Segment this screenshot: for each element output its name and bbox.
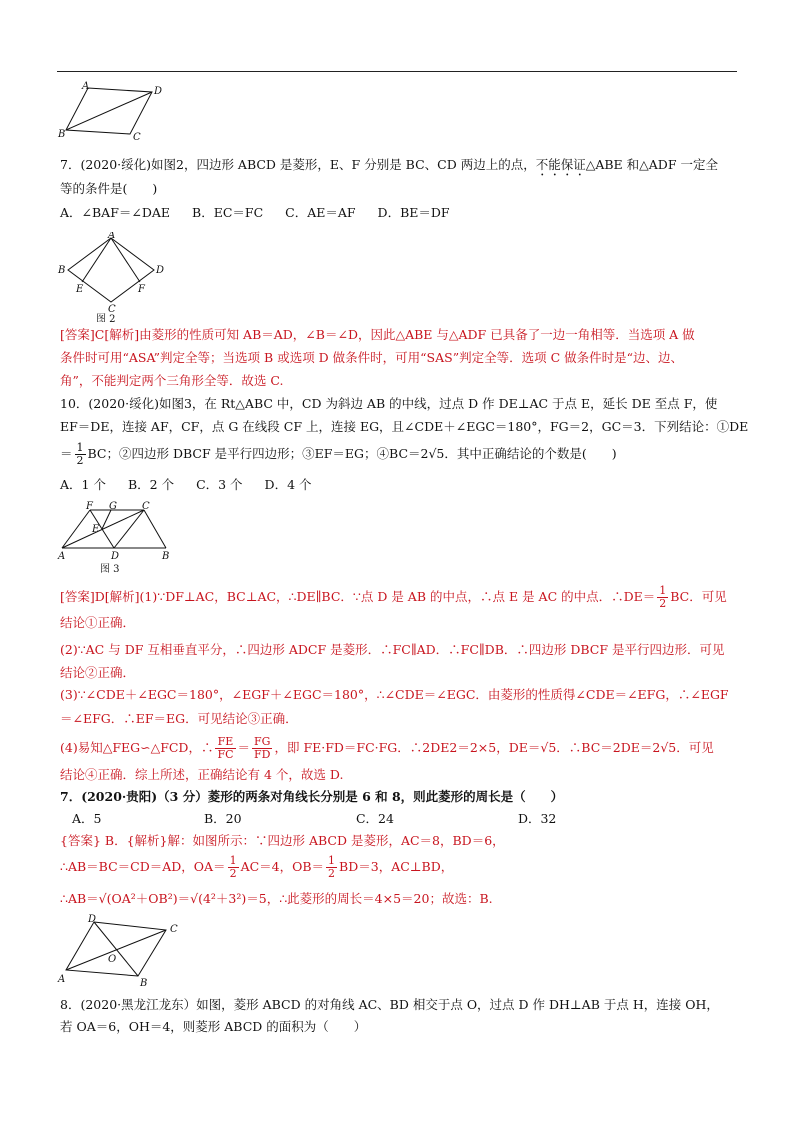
fig4-label-c: C (170, 924, 178, 935)
q10-answer2-line1: (2)∵AC 与 DF 互相垂直平分，∴四边形 ADCF 是菱形．∴FC∥AD．∴FC∥DB．∴四边形 DBCF 是平行四边形．可见 (60, 642, 725, 657)
q10-option-c: C．3 个 (196, 477, 243, 492)
q7a-answer-line3: 角”，不能判定两个三角形全等．故选 C. (60, 373, 284, 388)
fig2-label-f: F (138, 284, 145, 295)
fig2-label-e: E (76, 284, 84, 295)
figure-parallelogram-abcd (56, 80, 171, 140)
q10-option-a: A．1 个 (60, 477, 106, 492)
q7b-options (72, 810, 574, 828)
q7a-option-d: D．BE＝DF (377, 205, 450, 220)
q7a-options (60, 204, 468, 222)
q8-line1: 8．(2020·黑龙江龙东）如图，菱形 ABCD 的对角线 AC、BD 相交于点 O，过点 D 作 DH⊥AB 于点 H，连接 OH， (60, 997, 719, 1012)
q7b-answer-line2: ∴AB＝BC＝CD＝AD，OA＝ $\frac{1}{2}$ AC＝4，OB＝ $\frac{1}{2}$ BD＝3，AC⊥BD， (60, 854, 454, 880)
q10-line1: 10．(2020·绥化)如图3，在 Rt△ABC 中，CD 为斜边 AB 的中线，过点 D 作 DE⊥AC 于点 E，延长 DE 至点 F，使 (60, 396, 718, 411)
q10-answer3-line1: (3)∵∠CDE＋∠EGC＝180°，∠EGF＋∠EGC＝180°，∴∠CDE＝∠EGC．由菱形的性质得∠CDE＝∠EFG，∴∠EGF (60, 687, 729, 702)
q10-option-d: D．4 个 (264, 477, 312, 492)
q10-answer3-line2: ＝∠EFG．∴EF＝EG．可见结论③正确． (60, 711, 298, 726)
q10-line2: EF＝DE，连接 AF，CF，点 G 在线段 CF 上，连接 EG，且∠CDE＋∠EGC＝180°，FG＝2，GC＝3．下列结论：①DE (60, 419, 749, 434)
q7a-line2: 等的条件是( ) (60, 181, 158, 196)
fig3-label-a: A (58, 551, 66, 562)
q7a-option-c: C．AE＝AF (285, 205, 356, 220)
q7b-option-c: C．24 (355, 811, 394, 826)
fig3-label-d: D (111, 551, 120, 562)
figure-2-rhombus (56, 232, 176, 322)
fig3-label-f: F (86, 501, 93, 512)
q10-answer2-line2: 结论②正确． (60, 665, 136, 680)
q7b-answer-line1: {答案} B．{解析}解：如图所示：∵四边形 ABCD 是菱形，AC＝8，BD＝6， (60, 833, 505, 848)
q7b-answer-line3: ∴AB＝√(OA²＋OB²)＝√(4²＋3²)＝5，∴此菱形的周长＝4×5＝20；故选：B. (60, 891, 493, 906)
fig1-label-d: D (154, 86, 163, 97)
q7b-option-b: B．20 (203, 811, 242, 826)
fig4-label-b: B (140, 978, 148, 989)
q10-answer4-line2: 结论④正确．综上所述，正确结论有 4 个，故选 D. (60, 767, 344, 782)
q10-answer4-line1: (4)易知△FEG∽△FCD，∴ $\frac{FE}{FC}$ ＝ $\frac{FG}{FD}$ ，即 FE·FD＝FC·FG．∴2DE2＝2×5，DE＝√5．∴BC＝2DE＝2√5．可见 (60, 735, 714, 761)
q10-frac-half: $\frac{1}{2}$ (76, 441, 84, 467)
fig2-label-a: A (108, 232, 116, 241)
q10-options (60, 476, 330, 494)
fig3-caption: 图 3 (100, 564, 120, 575)
q10-line3: ＝ $\frac{1}{2}$ BC；②四边形 DBCF 是平行四边形；③EF＝EG；④BC＝2√5．其中正确结论的个数是( ) (60, 441, 617, 467)
figure-rhombus-abcd-o (56, 912, 186, 992)
top-rule (57, 71, 737, 72)
q7a-option-b: B．EC＝FC (192, 205, 264, 220)
fig1-label-c: C (133, 132, 141, 140)
fig4-label-d: D (88, 914, 97, 925)
q10-answer1-line1: [答案]D[解析](1)∵DF⊥AC，BC⊥AC，∴DE∥BC．∵点 D 是 AB 的中点，∴点 E 是 AC 的中点．∴DE＝ $\frac{1}{2}$ BC．可见 (60, 584, 727, 610)
fig3-label-e: E (92, 524, 100, 535)
fig4-label-a: A (58, 974, 66, 985)
fig3-label-c: C (142, 501, 150, 512)
fig1-label-a: A (82, 81, 90, 92)
fig1-label-b: B (58, 129, 66, 140)
q10-answer1-line2: 结论①正确． (60, 615, 136, 630)
fig4-label-o: O (108, 954, 117, 965)
q10-option-b: B．2 个 (127, 477, 175, 492)
fig2-label-d: D (156, 265, 165, 276)
fig2-caption: 图 2 (96, 314, 116, 322)
q7b-option-a: A．5 (72, 811, 102, 826)
q8-line2: 若 OA＝6，OH＝4，则菱形 ABCD 的面积为（ ） (60, 1019, 367, 1034)
q7b-line1: 7．(2020·贵阳)（3 分）菱形的两条对角线长分别是 6 和 8，则此菱形的周长是（ ） (60, 789, 564, 804)
fig3-label-g: G (109, 501, 117, 512)
fig3-label-b: B (162, 551, 170, 562)
fig2-label-c: C (108, 304, 116, 315)
figure-3-triangle (56, 500, 181, 575)
q7a-answer-line1: [答案]C[解析]由菱形的性质可知 AB＝AD，∠B＝∠D，因此△ABE 与△ADF 已具备了一边一角相等．当选项 A 做 (60, 327, 695, 342)
q7a-option-a: A．∠BAF＝∠DAE (60, 205, 171, 220)
q7b-option-d: D．32 (517, 811, 557, 826)
q7a-line1: 7．(2020·绥化)如图2，四边形 ABCD 是菱形，E、F 分别是 BC、CD 两边上的点，不能保证△ABE 和△ADF 一定全 (60, 157, 718, 172)
q7a-answer-line2: 条件时可用“ASA”判定全等；当选项 B 或选项 D 做条件时，可用“SAS”判定全等．选项 C 做条件时是“边、边、 (60, 350, 683, 365)
fig2-label-b: B (58, 265, 66, 276)
